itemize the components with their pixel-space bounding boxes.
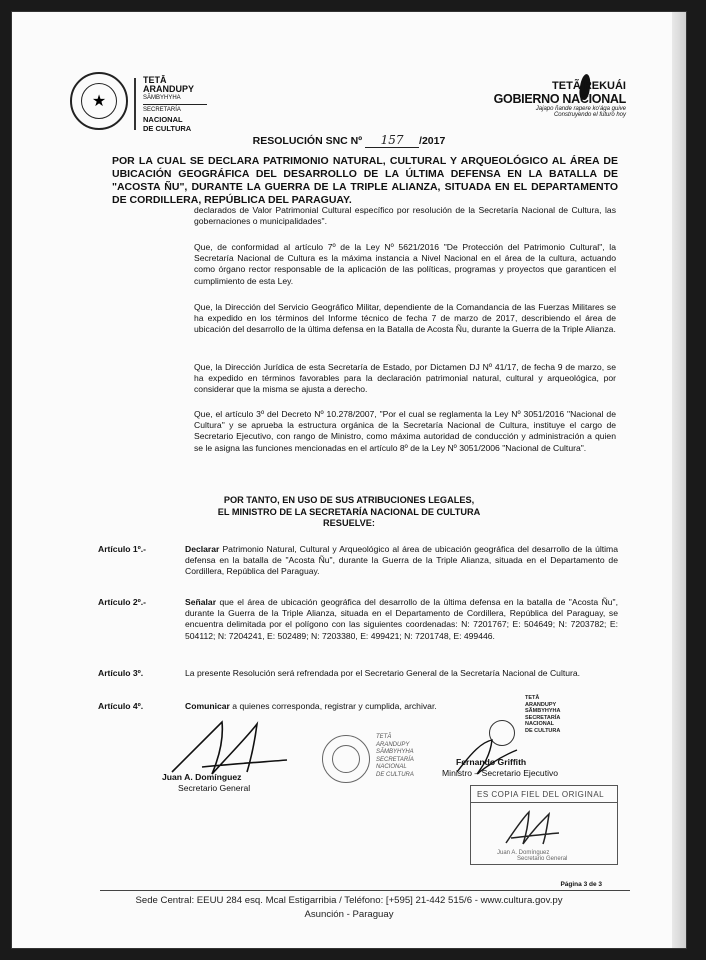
signature-block-left: Juan A. Domínguez Secretario General (162, 772, 251, 793)
stamp-text: TETĀ ARANDUPY SÃMBYHYHA SECRETARÍA NACIONAL DE CULTURA (376, 734, 414, 778)
resolution-number: RESOLUCIÓN SNC Nº 157 /2017 (252, 133, 446, 147)
article-2: Artículo 2º.- Señalar que el área de ubicación geográfica del desarrollo de la última defensa en la batalla de "Acosta Ñu", durante la Guerra de la Triple Alianza, situada en el Departamento de Cordillera, República del Paraguay, se encuentra delimitada por el polígono con las siguientes coordenadas: N: 7201767; E: 504649; N: 7203782; E: 504112; N: 7204241, E: 502489; N: 7203380, E: 499421; N: 7201748, E: 499446. (98, 597, 618, 641)
handwritten-number: 157 (365, 133, 419, 148)
page-number: Página 3 de 3 (560, 881, 602, 888)
por-tanto-heading: POR TANTO, EN USO DE SUS ATRIBUCIONES LEGALES, EL MINISTRO DE LA SECRETARÍA NACIONAL DE CULTURA RESUELVE: (217, 495, 481, 528)
paragraph: Que, la Dirección del Servicio Geográfico Militar, dependiente de la Comandancia de las Fuerzas Militares se ha expedido en los términos del Informe técnico de fecha 7 de marzo de 2017, describiendo el área de ubicación del desarrollo de la última defensa en la Batalla de Acosta Ñu, durante la Guerra de la Triple Alianza. (194, 302, 616, 335)
national-seal-icon: ★ (70, 72, 128, 130)
paragraph: Que, la Dirección Jurídica de esta Secretaría de Estado, por Dictamen DJ Nº 41/17, de fecha 9 de marzo, se ha expedido en términos favorables para la declaración patrimonial natural, cultural y arqueológica, por considerar que la misma se ajusta a derecho. (194, 362, 616, 395)
copy-stamp-name: Juan A. Domínguez Secretario General (497, 850, 568, 862)
article-4: Artículo 4º. Comunicar a quienes corresponda, registrar y cumplida, archivar. (98, 701, 437, 711)
certified-copy-stamp: ES COPIA FIEL DEL ORIGINAL Juan A. Domínguez Secretario General (470, 785, 618, 865)
paragraph: Que, el artículo 3º del Decreto Nº 10.278/2007, "Por el cual se reglamenta la Ley Nº 3051/2016 "Nacional de Cultura" y se aprueba la estructura orgánica de la Secretaría Nacional de Cultura, instituye el cargo de Secretario Ejecutivo, con rango de Ministro, como máxima autoridad de conducción y administración a quien se le asigna las funciones mencionadas en el artículo 8º de la Ley Nº 3051/2006 "Nacional de Cultura". (194, 409, 616, 453)
article-3: Artículo 3º. La presente Resolución será refrendada por el Secretario General de la Secretaría Nacional de Cultura. (98, 668, 581, 678)
signature-block-right: Fernando Griffith Ministro – Secretario Ejecutivo (442, 757, 559, 778)
document-page (12, 12, 686, 948)
footer-address: Sede Central: EEUU 284 esq. Mcal Estigarribia / Teléfono: [+595] 21-442 515/6 - www.cultura.gov.py Asunción - Paraguay (135, 895, 563, 920)
official-stamp-icon (322, 735, 370, 783)
paragraph: declarados de Valor Patrimonial Cultural específico por resolución de la Secretaría Nacional de Cultura, las gobernaciones o municipalidades". (194, 205, 616, 227)
small-secretaria-logo: TETĀ ARANDUPY SÃMBYHYHA SECRETARÍA NACIONAL DE CULTURA (525, 695, 561, 734)
copy-signature (501, 808, 561, 848)
page-edge (672, 12, 686, 948)
document-title: POR LA CUAL SE DECLARA PATRIMONIO NATURAL, CULTURAL Y ARQUEOLÓGICO AL ÁREA DE UBICACIÓN GEOGRÁFICA DEL DESARROLLO DE LA ÚLTIMA DEFENSA EN LA BATALLA DE "ACOSTA ÑU", DURANTE LA GUERRA DE LA TRIPLE ALIANZA, SITUADA EN EL DEPARTAMENTO DE CORDILLERA, REPÚBLICA DEL PARAGUAY. (112, 155, 618, 206)
secretaria-logo: TETĀ ARANDUPY SÃMBYHYHA SECRETARÍA NACIONAL DE CULTURA (143, 76, 207, 133)
article-1: Artículo 1º.- Declarar Patrimonio Natural, Cultural y Arqueológico al área de ubicación geográfica del desarrollo de la última defensa en la batalla de "Acosta Ñu", durante la Guerra de la Triple Alianza, situada en el Departamento de Cordillera, República del Paraguay. (98, 544, 618, 577)
paragraph: Que, de conformidad al artículo 7º de la Ley Nº 5621/2016 "De Protección del Patrimonio Cultural", la Secretaría Nacional de Cultura es la máxima instancia a Nivel Nacional en el área de la cultura, actuando como órgano rector responsable de la aplicación de las políticas, programas y proyectos que garanticen el cumplimiento de esta Ley. (194, 242, 616, 286)
footer-divider (100, 890, 630, 891)
gobierno-nacional-logo: TETÃ REKUÁI GOBIERNO NACIONAL Jajapo ñande rapere ko'ága guive Construyendo el futuro hoy (493, 80, 626, 118)
logo-divider (134, 78, 136, 130)
